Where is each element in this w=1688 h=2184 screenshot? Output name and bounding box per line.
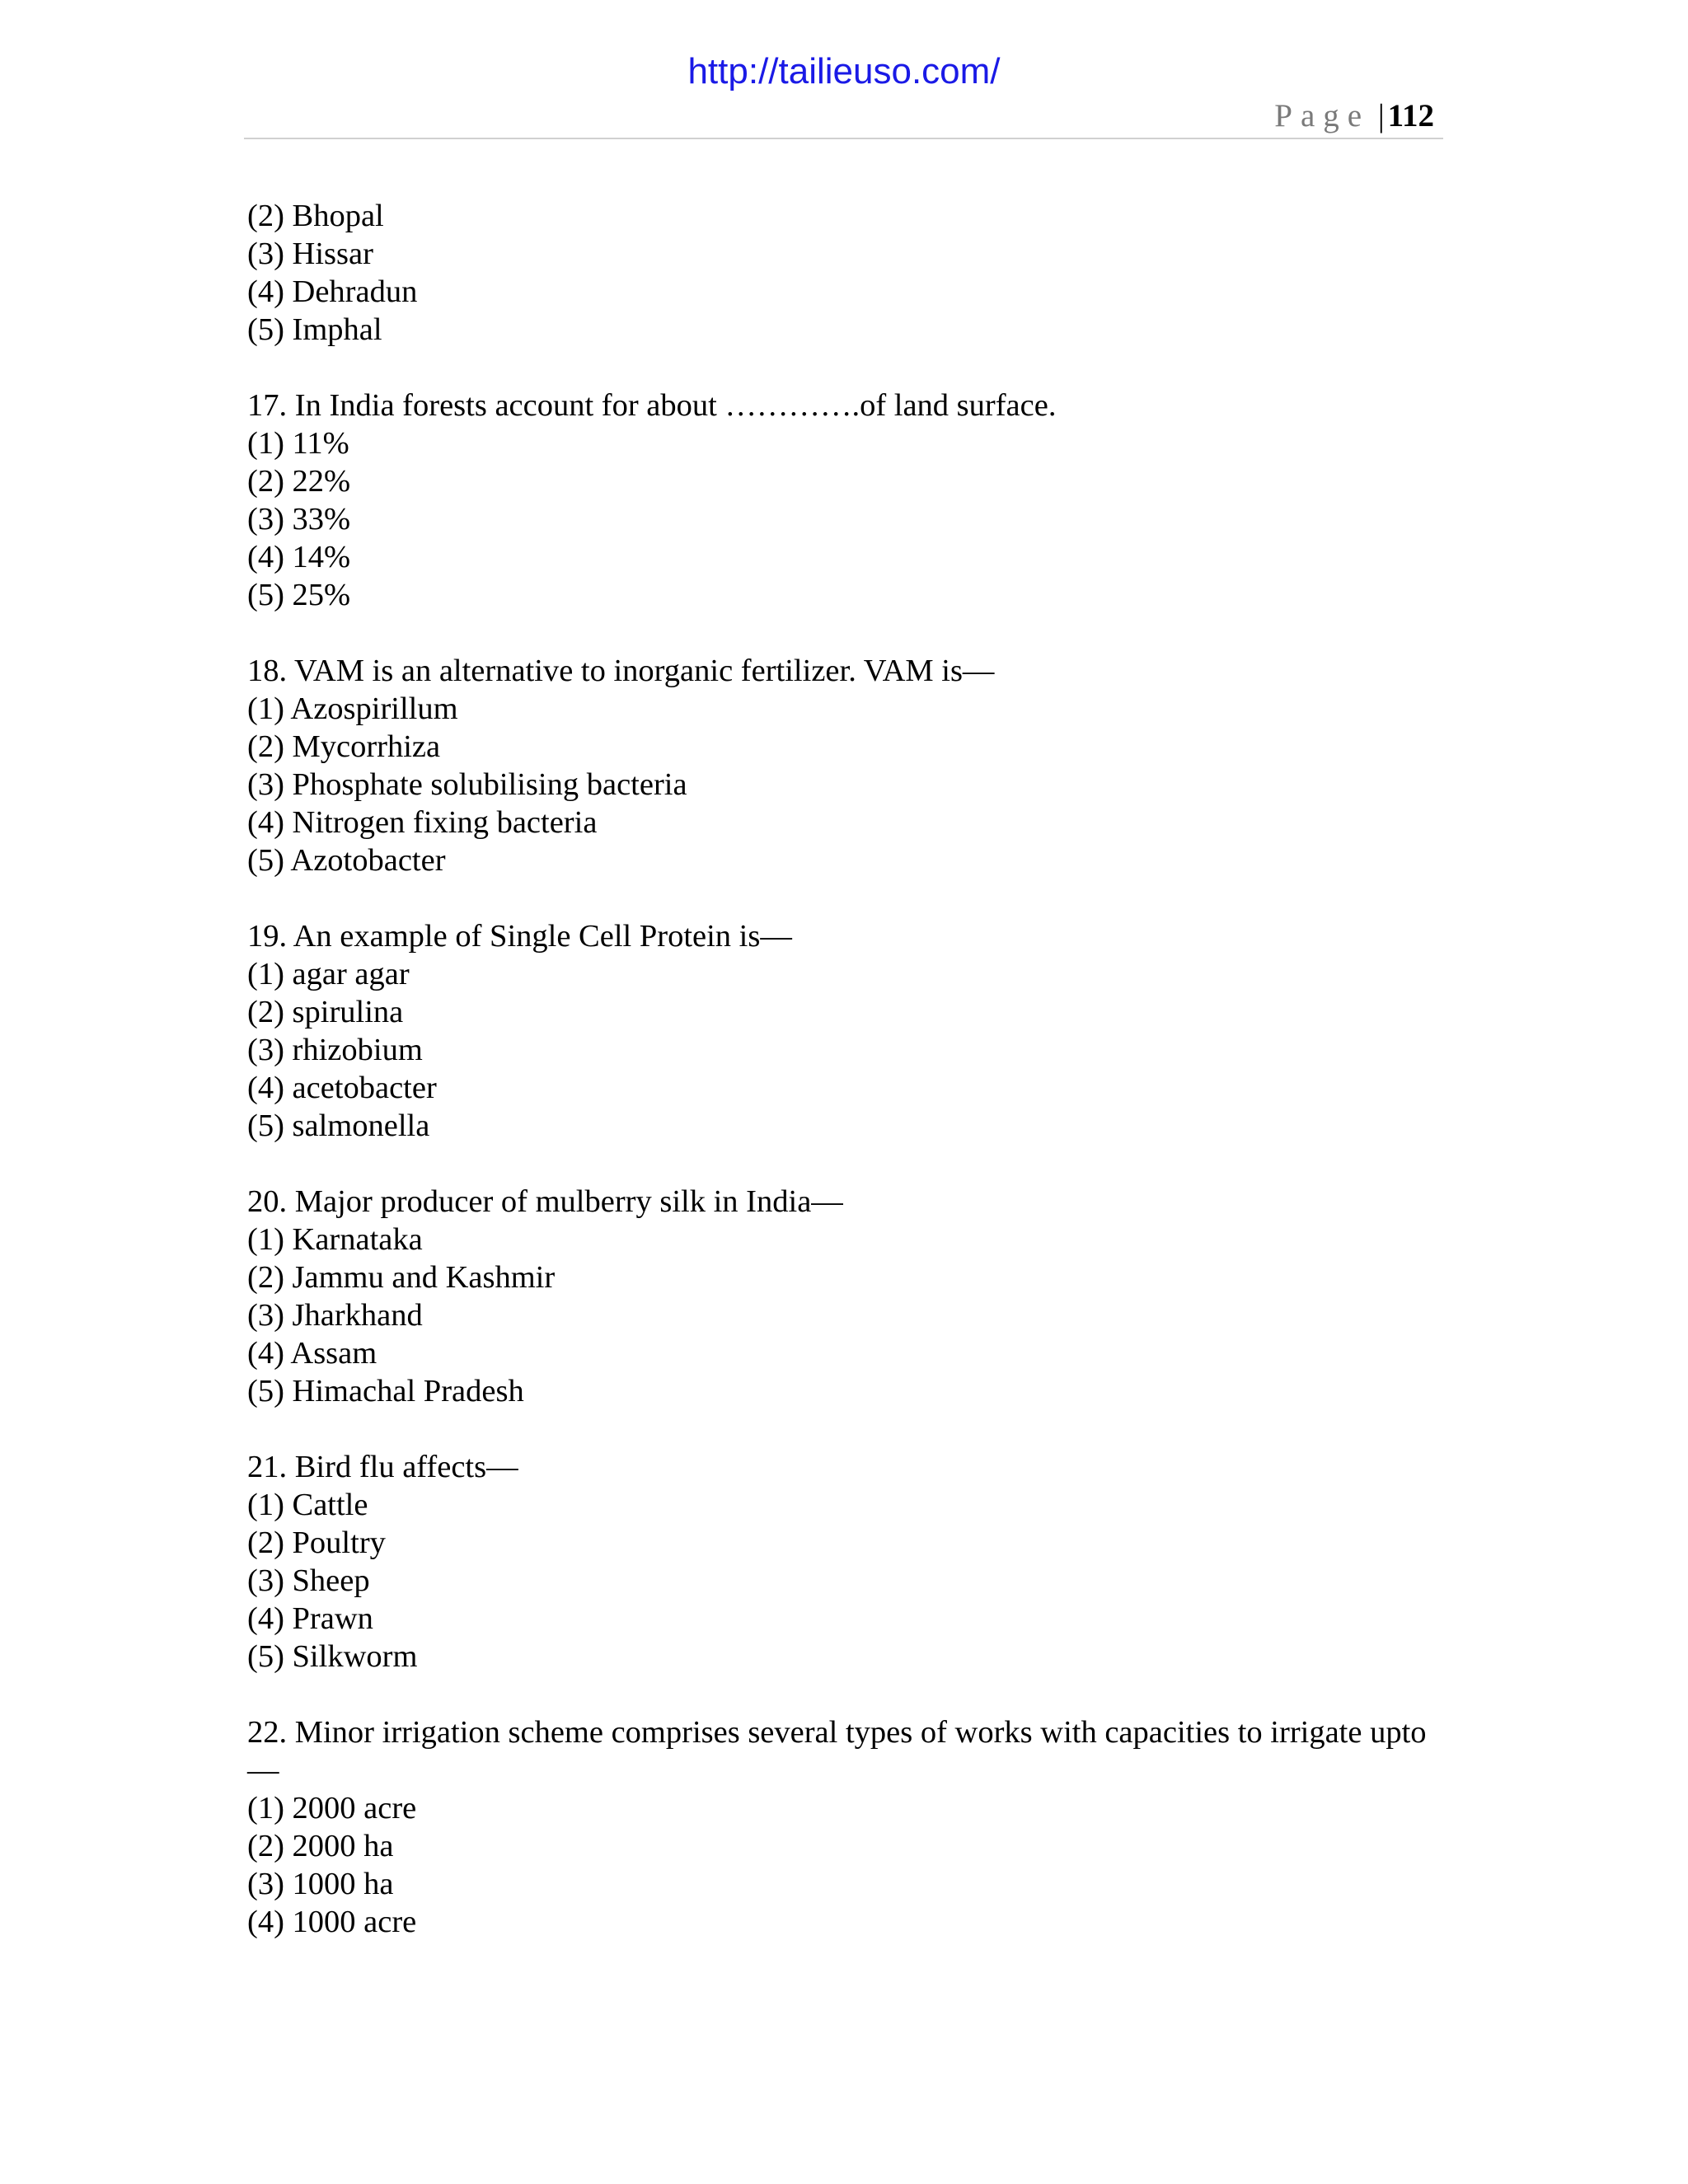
question-text: 22. Minor irrigation scheme comprises several types of works with capacities to irrigate upto— xyxy=(247,1715,1427,1788)
question-text: 21. Bird flu affects— xyxy=(247,1450,518,1484)
option: (3) 1000 ha xyxy=(247,1867,394,1901)
option: (2) Poultry xyxy=(247,1526,386,1560)
option: (2) Mycorrhiza xyxy=(247,729,441,764)
option: (2) Bhopal xyxy=(247,199,384,233)
option: (2) spirulina xyxy=(247,995,404,1029)
option: (3) Jharkhand xyxy=(247,1298,423,1333)
option: (2) Jammu and Kashmir xyxy=(247,1260,556,1295)
option: (2) 2000 ha xyxy=(247,1829,394,1863)
option: (3) 33% xyxy=(247,502,351,537)
option: (2) 22% xyxy=(247,464,351,499)
option: (4) Dehradun xyxy=(247,274,418,309)
option: (5) Silkworm xyxy=(247,1639,418,1674)
option: (4) Assam xyxy=(247,1336,377,1371)
option: (5) Himachal Pradesh xyxy=(247,1374,524,1408)
option: (4) 1000 acre xyxy=(247,1905,417,1939)
option: (4) acetobacter xyxy=(247,1071,437,1105)
question-20 xyxy=(247,1183,1442,1410)
question-19 xyxy=(247,917,1442,1145)
question-21 xyxy=(247,1448,1442,1675)
question-text: 17. In India forests account for about ………….of land surface. xyxy=(247,388,1057,423)
option: (5) Azotobacter xyxy=(247,843,446,878)
option: (1) 11% xyxy=(247,426,349,461)
option: (1) 2000 acre xyxy=(247,1791,417,1825)
question-22 xyxy=(247,1713,1442,1941)
option: (1) agar agar xyxy=(247,957,410,991)
option: (3) Sheep xyxy=(247,1563,370,1598)
option: (3) rhizobium xyxy=(247,1033,423,1067)
option: (5) 25% xyxy=(247,578,351,612)
question-18 xyxy=(247,652,1442,879)
option: (4) 14% xyxy=(247,540,351,574)
question-17 xyxy=(247,387,1442,614)
option: (5) salmonella xyxy=(247,1108,430,1143)
option: (1) Karnataka xyxy=(247,1222,423,1257)
page-number-value: 112 xyxy=(1387,98,1434,134)
page-word: Page xyxy=(1274,98,1371,134)
question-16-options xyxy=(247,197,1442,349)
option: (3) Hissar xyxy=(247,237,373,271)
page-number xyxy=(1274,97,1434,134)
document-body xyxy=(247,197,1442,1979)
header-divider xyxy=(244,138,1443,139)
header-url-link[interactable]: http://tailieuso.com/ xyxy=(687,51,1001,91)
question-text: 18. VAM is an alternative to inorganic fertilizer. VAM is— xyxy=(247,654,995,688)
page-separator: | xyxy=(1377,98,1385,134)
question-text: 20. Major producer of mulberry silk in India— xyxy=(247,1184,843,1219)
option: (4) Prawn xyxy=(247,1601,373,1636)
option: (3) Phosphate solubilising bacteria xyxy=(247,767,687,802)
option: (4) Nitrogen fixing bacteria xyxy=(247,805,598,840)
option: (1) Cattle xyxy=(247,1488,368,1522)
question-text: 19. An example of Single Cell Protein is— xyxy=(247,919,792,954)
option: (5) Imphal xyxy=(247,312,382,347)
option: (1) Azospirillum xyxy=(247,691,458,726)
